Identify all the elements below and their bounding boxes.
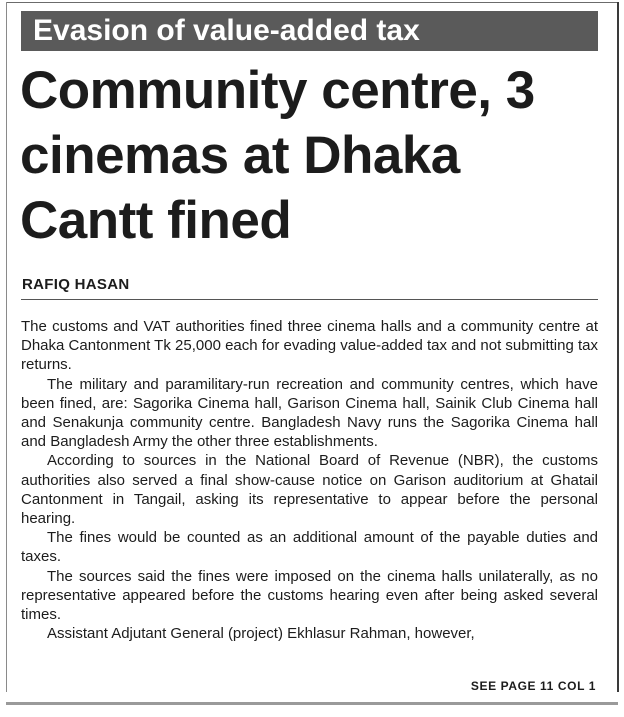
frame-left-rule — [6, 2, 7, 692]
frame-bottom-rule — [6, 702, 618, 705]
byline-rule — [21, 299, 598, 300]
article-body — [21, 317, 598, 643]
frame-right-rule — [617, 2, 619, 692]
paragraph-1: The customs and VAT authorities fined three cinema halls and a community centre at Dhaka Cantonment Tk 25,000 each for evading value-added tax and not submitting tax returns. — [21, 318, 598, 374]
jump-line[interactable]: SEE PAGE 11 COL 1 — [470, 679, 596, 693]
paragraph-4: The fines would be counted as an additional amount of the payable duties and taxes. — [21, 529, 598, 566]
paragraph-6: Assistant Adjutant General (project) Ekhlasur Rahman, however, — [47, 625, 475, 643]
paragraph-3: According to sources in the National Board of Revenue (NBR), the customs authorities also served a final show-cause notice on Garison auditorium at Ghatail Cantonment in Tangail, asking its representative to appear before the personal hearing. — [21, 452, 598, 528]
paragraph-5: The sources said the fines were imposed on the cinema halls unilaterally, as no representative appeared before the customs hearing even after being asked several times. — [21, 567, 598, 624]
frame-top-rule — [6, 2, 618, 3]
byline: RAFIQ HASAN — [22, 276, 130, 293]
paragraph-2: The military and paramilitary-run recreation and community centres, which have been fined, are: Sagorika Cinema hall, Garison Cinema hall, Sainik Club Cinema hall and Senakunja community centre. Bangladesh Navy runs the Sagorika Cinema hall and Bangladesh Army the other three establishments. — [21, 375, 598, 451]
headline: Community centre, 3 cinemas at Dhaka Cantt fined — [20, 61, 535, 250]
kicker-banner: Evasion of value-added tax — [21, 11, 598, 51]
